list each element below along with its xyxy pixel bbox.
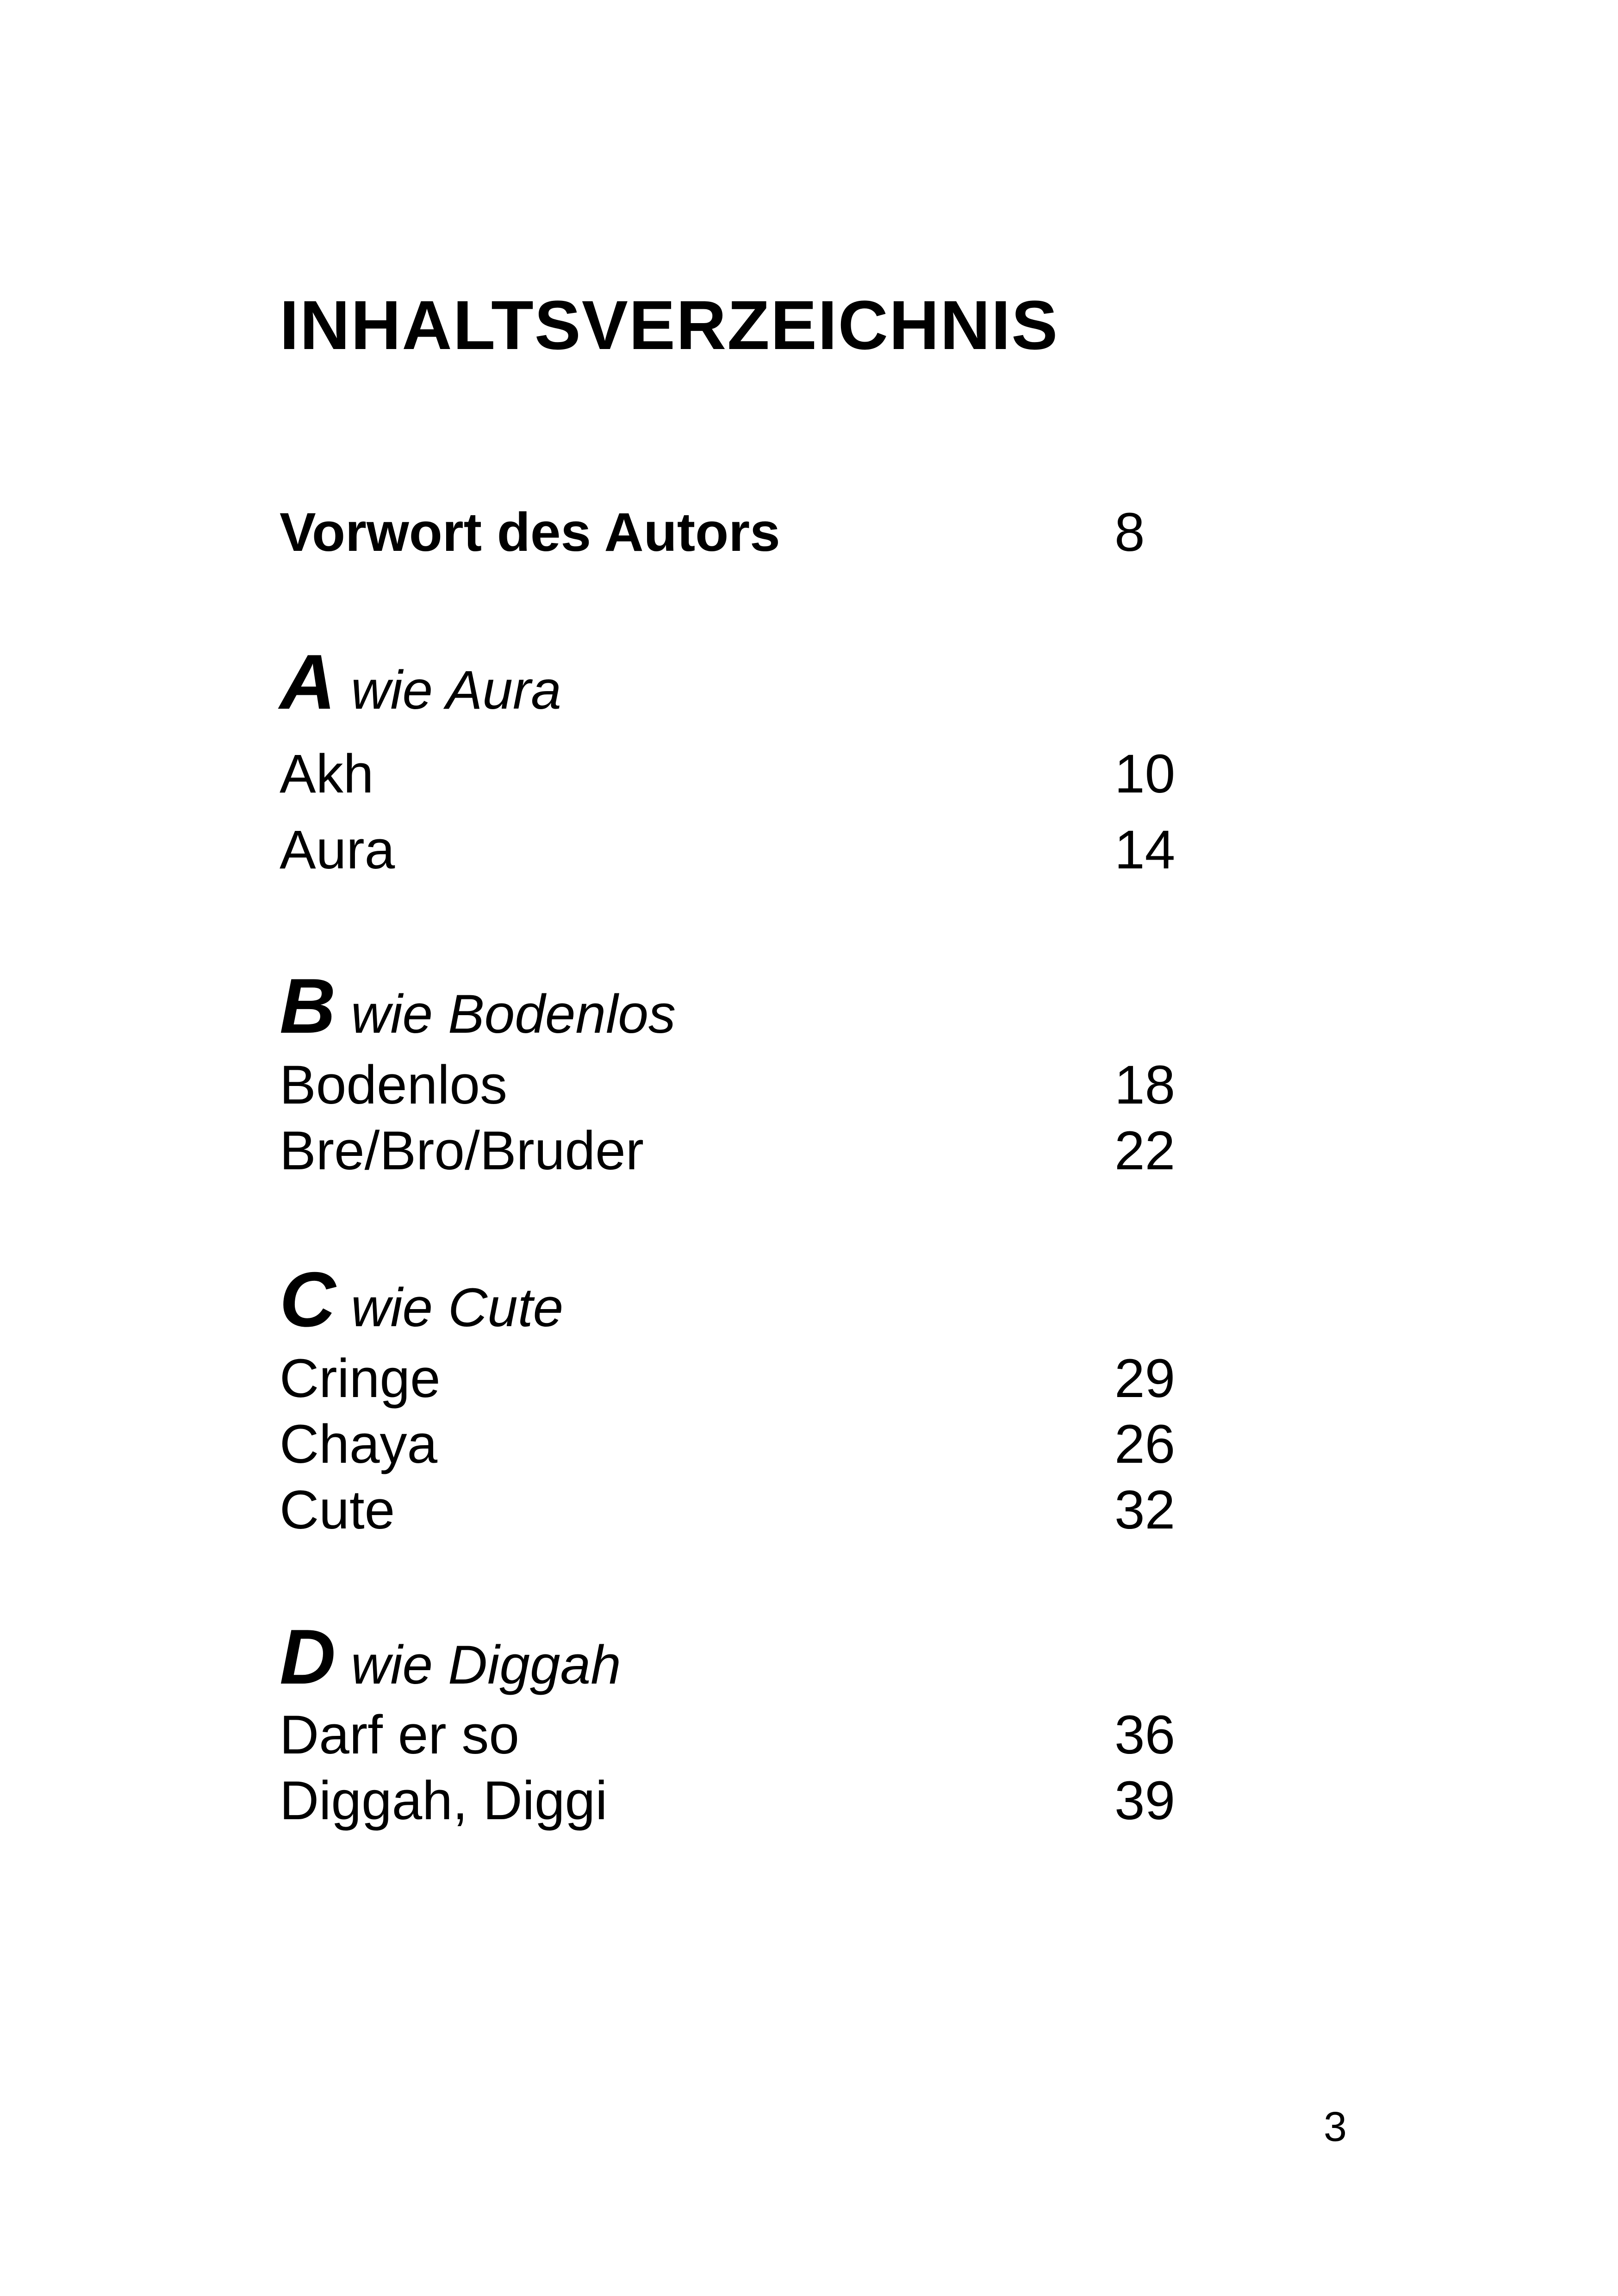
toc-entry-page: 26: [1114, 1414, 1176, 1475]
toc-entry[interactable]: [280, 1407, 1205, 1481]
page-title: INHALTSVERZEICHNIS: [280, 286, 1059, 364]
toc-entry[interactable]: [280, 813, 1205, 887]
toc-entry[interactable]: [280, 737, 1205, 811]
toc-entry-label: Chaya: [280, 1414, 438, 1475]
toc-entry-page: 10: [1114, 743, 1176, 805]
toc-entry-label: Bre/Bro/Bruder: [280, 1120, 644, 1181]
toc-entry[interactable]: [280, 1698, 1205, 1772]
toc-entry-label: Vorwort des Autors: [280, 502, 780, 563]
toc-entry-page: 18: [1114, 1054, 1176, 1116]
toc-entry-label: Akh: [280, 743, 374, 805]
section-heading-text: wie Bodenlos: [336, 984, 676, 1045]
section-heading-c: [280, 1255, 563, 1343]
page-number: 3: [1324, 2104, 1347, 2150]
toc-entry-label: Diggah, Diggi: [280, 1770, 608, 1831]
toc-entry-page: 39: [1114, 1770, 1176, 1831]
toc-entry-label: Aura: [280, 819, 395, 880]
toc-entry[interactable]: [280, 1048, 1205, 1122]
toc-entry-label: Cute: [280, 1479, 395, 1541]
section-letter: A: [280, 638, 336, 725]
toc-entry-preface[interactable]: [280, 495, 1205, 569]
toc-entry[interactable]: [280, 1114, 1205, 1188]
toc-entry-page: 32: [1114, 1479, 1176, 1541]
section-heading-a: [280, 638, 561, 726]
toc-entry-page: 36: [1114, 1704, 1176, 1766]
toc-entry-page: 22: [1114, 1120, 1176, 1181]
toc-entry[interactable]: [280, 1764, 1205, 1838]
toc-entry-label: Bodenlos: [280, 1054, 508, 1116]
section-letter: C: [280, 1256, 336, 1343]
toc-entry-page: 14: [1114, 819, 1176, 880]
section-heading-text: wie Diggah: [336, 1635, 621, 1696]
section-letter: B: [280, 962, 336, 1049]
toc-entry-label: Darf er so: [280, 1704, 520, 1766]
toc-entry-page: 29: [1114, 1348, 1176, 1409]
toc-entry-page: 8: [1114, 502, 1145, 563]
section-letter: D: [280, 1613, 336, 1700]
section-heading-text: wie Cute: [336, 1277, 564, 1338]
section-heading-text: wie Aura: [336, 660, 561, 721]
section-heading-d: [280, 1613, 621, 1701]
section-heading-b: [280, 962, 676, 1050]
toc-entry[interactable]: [280, 1473, 1205, 1547]
toc-entry-label: Cringe: [280, 1348, 441, 1409]
toc-entry[interactable]: [280, 1341, 1205, 1416]
